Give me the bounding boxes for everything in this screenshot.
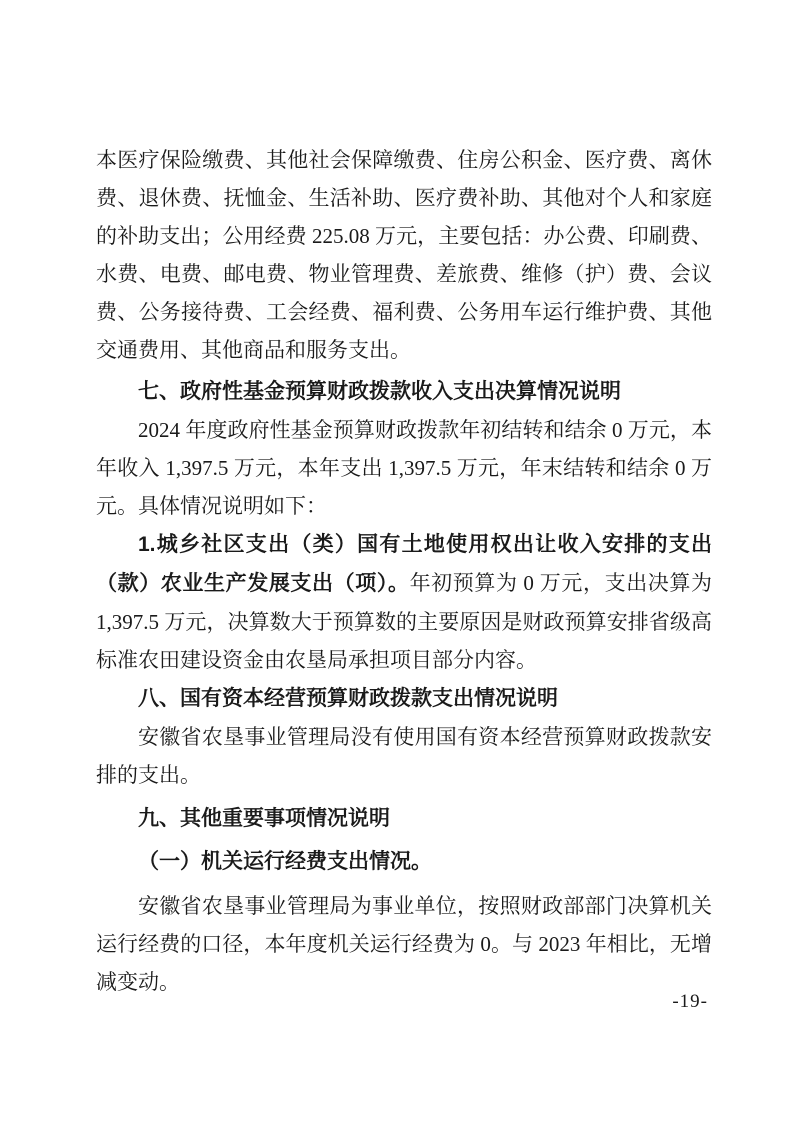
paragraph (96, 525, 712, 679)
paragraph (96, 411, 712, 525)
text-run: 年初预算为 0 万元，支出决算为 1,397.5 万元，决算数大于预算数的主要原因是财政预算安排省级高标准农田建设资金由农垦局承担项目部分内容。 (96, 571, 713, 672)
page-number: -19- (672, 991, 708, 1012)
text-run: （一）机关运行经费支出情况。 (138, 850, 432, 873)
paragraph (96, 718, 712, 794)
text-run: 1.城乡社区支出（类）国有土地使用权出让收入安排的支出（款）农业生产发展支出（项）。 (96, 533, 712, 595)
section-heading (96, 799, 712, 838)
text-run: 本医疗保险缴费、其他社会保障缴费、住房公积金、医疗费、离休费、退休费、抚恤金、生活补助、医疗费补助、其他对个人和家庭的补助支出；公用经费 225.08 万元，主要包括：办公费、印刷费、水费、电费、邮电费、物业管理费、差旅费、维修（护）费、会议费、公务接待费、工会经费、福利费、公务用车运行维护费、其他交通费用、其他商品和服务支出。 (96, 148, 712, 362)
section-heading (96, 842, 712, 881)
section-heading (96, 679, 712, 718)
text-run: 八、国有资本经营预算财政拨款支出情况说明 (138, 687, 558, 710)
text-run: 安徽省农垦事业管理局没有使用国有资本经营预算财政拨款安排的支出。 (96, 725, 712, 787)
text-run: 九、其他重要事项情况说明 (138, 807, 390, 830)
text-run: 七、政府性基金预算财政拨款收入支出决算情况说明 (138, 380, 621, 403)
paragraph (96, 141, 712, 369)
text-run: 安徽省农垦事业管理局为事业单位，按照财政部部门决算机关运行经费的口径，本年度机关运行经费为 0。与 2023 年相比，无增减变动。 (96, 894, 712, 994)
document-body (96, 141, 712, 1001)
paragraph (96, 887, 712, 1001)
section-heading (96, 372, 712, 411)
text-run: 2024 年度政府性基金预算财政拨款年初结转和结余 0 万元，本年收入 1,397.5 万元，本年支出 1,397.5 万元，年末结转和结余 0 万元。具体情况说明如下： (96, 418, 712, 518)
